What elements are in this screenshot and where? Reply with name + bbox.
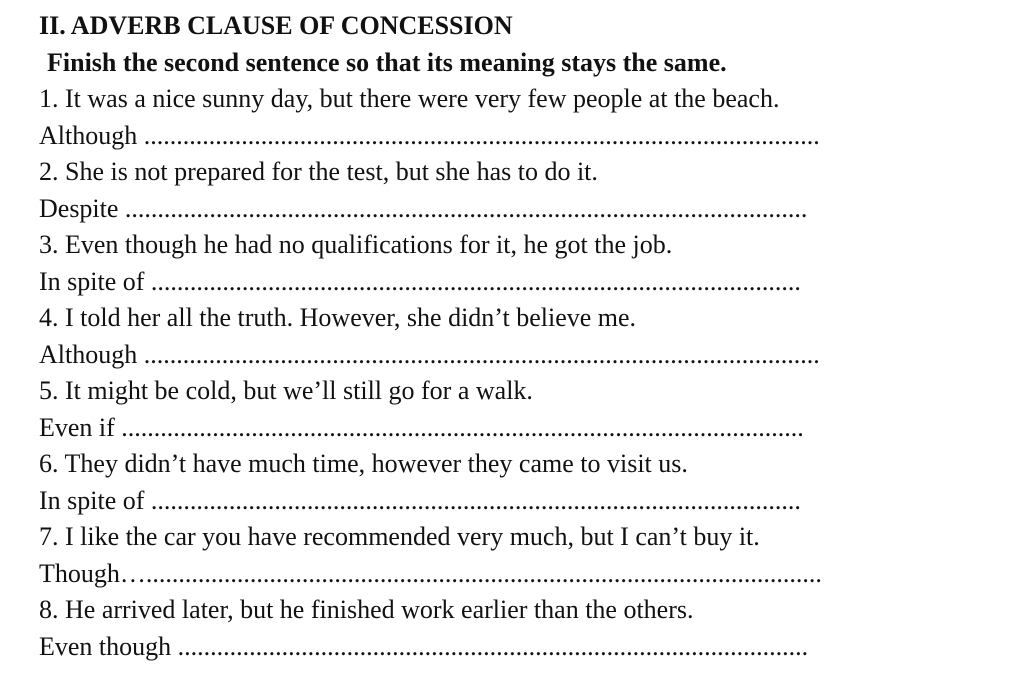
exercise-sentence-1: 1. It was a nice sunny day, but there were very few people at the beach. [39,84,780,113]
answer-line-7: Though…........................................................................................................ [39,558,822,588]
exercise-sentence-6: 6. They didn’t have much time, however they came to visit us. [39,449,688,478]
exercise-sentence-4: 4. I told her all the truth. However, she didn’t believe me. [39,303,637,332]
exercise-sentence-2: 2. She is not prepared for the test, but she has to do it. [39,157,598,186]
answer-line-4: Although ........................................................................................................ [39,339,820,369]
answer-line-8: Even though ................................................................................................. [39,631,809,661]
instruction-text: Finish the second sentence so that its meaning stays the same. [47,47,727,77]
worksheet [39,8,999,665]
exercise-sentence-3: 3. Even though he had no qualifications for it, he got the job. [39,230,673,259]
answer-line-6: In spite of .................................................................................................... [39,485,801,515]
section-title: II. ADVERB CLAUSE OF CONCESSION [39,11,513,40]
exercise-sentence-5: 5. It might be cold, but we’ll still go for a walk. [39,376,533,405]
answer-line-2: Despite ......................................................................................................... [39,193,808,223]
answer-line-3: In spite of .................................................................................................... [39,266,801,296]
exercise-sentence-8: 8. He arrived later, but he finished work earlier than the others. [39,595,694,624]
exercise-sentence-7: 7. I like the car you have recommended very much, but I can’t buy it. [39,522,760,551]
answer-line-1: Although ........................................................................................................ [39,120,820,150]
answer-line-5: Even if ......................................................................................................... [39,412,804,442]
